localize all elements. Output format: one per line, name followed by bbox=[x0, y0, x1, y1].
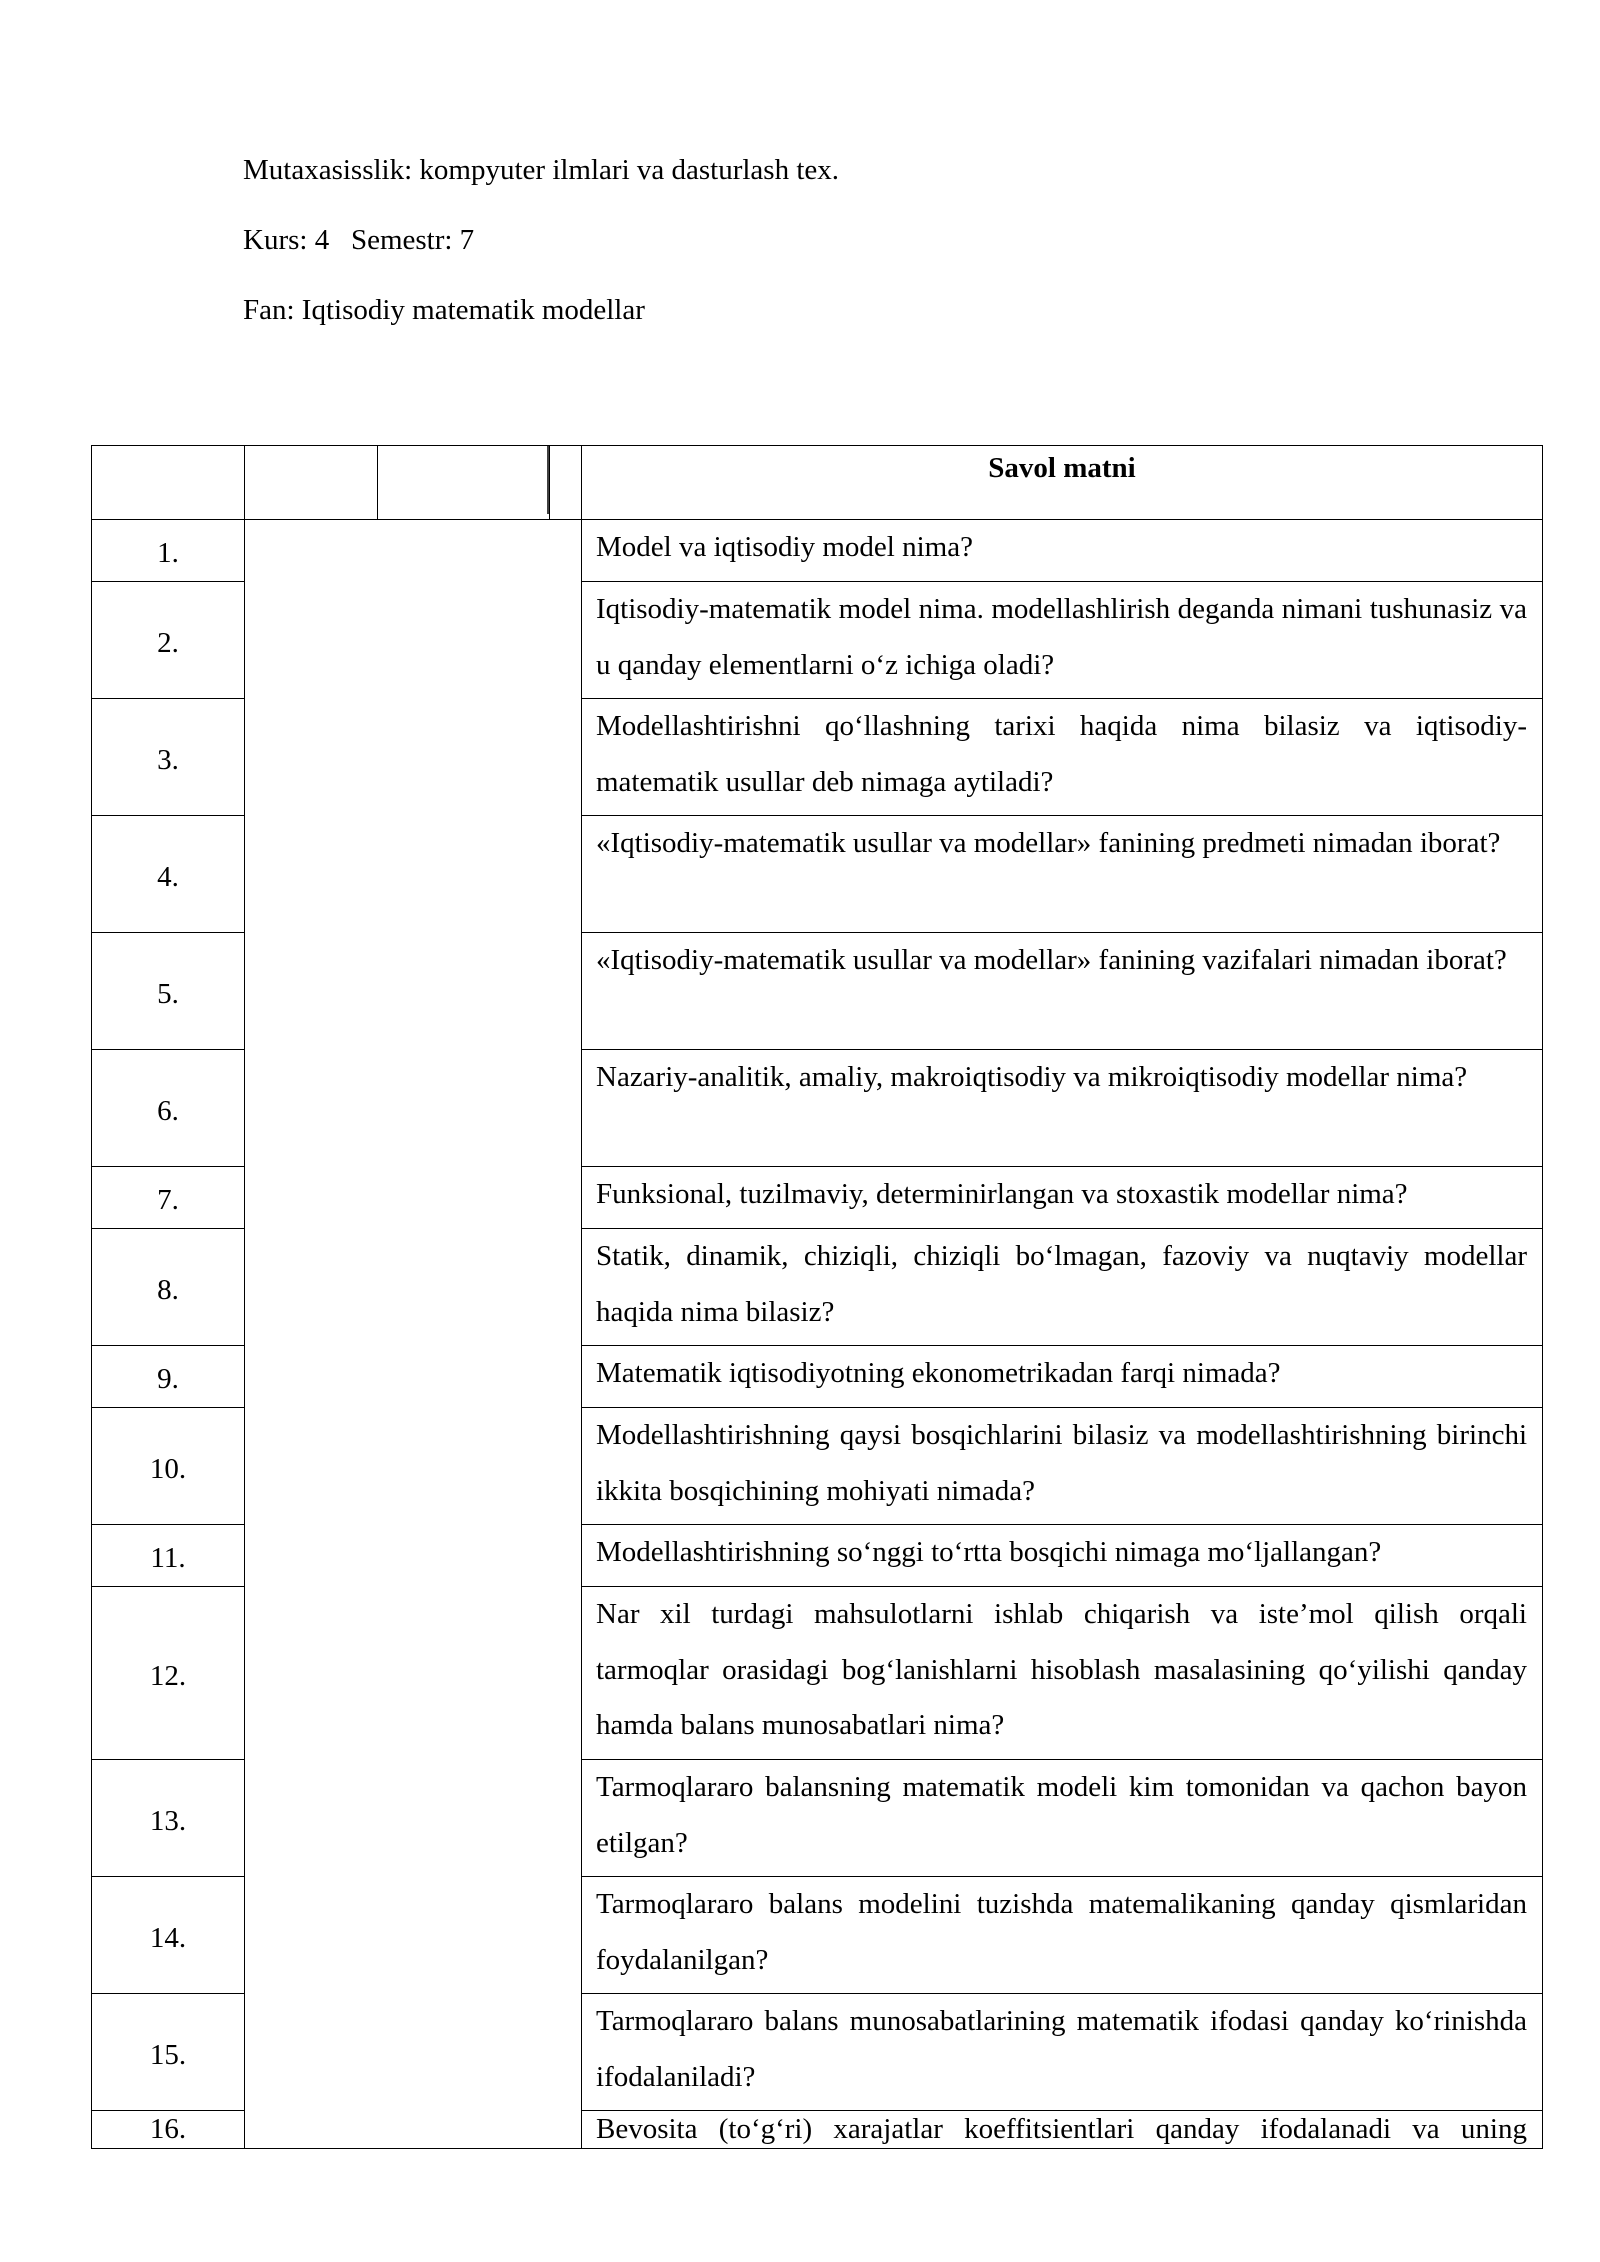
row-number: 1. bbox=[92, 520, 245, 582]
merged-empty-cell bbox=[245, 520, 582, 2149]
question-text: «Iqtisodiy-matematik usullar va modellar» fanining vazifalari nimadan iborat? bbox=[582, 933, 1543, 1050]
row-number: 9. bbox=[92, 1346, 245, 1408]
row-number: 11. bbox=[92, 1525, 245, 1587]
row-number: 3. bbox=[92, 699, 245, 816]
question-text: Nazariy-analitik, amaliy, makroiqtisodiy va mikroiqtisodiy modellar nima? bbox=[582, 1050, 1543, 1167]
specialty-line: Mutaxasisslik: kompyuter ilmlari va dasturlash tex. bbox=[243, 154, 840, 186]
row-number: 14. bbox=[92, 1877, 245, 1994]
question-text: Tarmoqlararo balansning matematik modeli kim tomonidan va qachon bayon etilgan? bbox=[582, 1760, 1543, 1877]
question-text: Tarmoqlararo balans modelini tuzishda matemalikaning qanday qismlaridan foydalanilgan? bbox=[582, 1877, 1543, 1994]
question-text: Iqtisodiy-matematik model nima. modellashlirish deganda nimani tushunasiz va u qanday elementlarni o‘z ichiga oladi? bbox=[582, 582, 1543, 699]
question-text: Matematik iqtisodiyotning ekonometrikadan farqi nimada? bbox=[582, 1346, 1543, 1408]
question-text: Tarmoqlararo balans munosabatlarining matematik ifodasi qanday ko‘rinishda ifodalaniladi? bbox=[582, 1994, 1543, 2111]
questions-table bbox=[91, 445, 1543, 2149]
question-text: Bevosita (to‘g‘ri) xarajatlar koeffitsientlari qanday ifodalanadi va uning bbox=[582, 2111, 1543, 2149]
question-text: Modellashtirishni qo‘llashning tarixi haqida nima bilasiz va iqtisodiy-matematik usullar deb nimaga aytiladi? bbox=[582, 699, 1543, 816]
question-text: Model va iqtisodiy model nima? bbox=[582, 520, 1543, 582]
table-row bbox=[92, 520, 1543, 582]
row-number: 13. bbox=[92, 1760, 245, 1877]
row-number: 4. bbox=[92, 816, 245, 933]
row-number: 8. bbox=[92, 1229, 245, 1346]
subject-line: Fan: Iqtisodiy matematik modellar bbox=[243, 294, 645, 326]
question-text: «Iqtisodiy-matematik usullar va modellar» fanining predmeti nimadan iborat? bbox=[582, 816, 1543, 933]
header-cell-empty bbox=[92, 446, 245, 520]
row-number: 16. bbox=[92, 2111, 245, 2149]
question-text: Modellashtirishning qaysi bosqichlarini bilasiz va modellashtirishning birinchi ikkita bosqichining mohiyati nimada? bbox=[582, 1408, 1543, 1525]
header-cell-empty bbox=[378, 446, 550, 520]
row-number: 5. bbox=[92, 933, 245, 1050]
header-question-text: Savol matni bbox=[582, 446, 1543, 520]
row-number: 15. bbox=[92, 1994, 245, 2111]
row-number: 6. bbox=[92, 1050, 245, 1167]
row-number: 7. bbox=[92, 1167, 245, 1229]
row-number: 10. bbox=[92, 1408, 245, 1525]
question-text: Statik, dinamik, chiziqli, chiziqli bo‘lmagan, fazoviy va nuqtaviy modellar haqida nima bilasiz? bbox=[582, 1229, 1543, 1346]
course-semester-line: Kurs: 4 Semestr: 7 bbox=[243, 224, 475, 256]
question-text: Modellashtirishning so‘nggi to‘rtta bosqichi nimaga mo‘ljallangan? bbox=[582, 1525, 1543, 1587]
question-text: Funksional, tuzilmaviy, determinirlangan va stoxastik modellar nima? bbox=[582, 1167, 1543, 1229]
table-header-row bbox=[92, 446, 1543, 520]
row-number: 12. bbox=[92, 1587, 245, 1760]
question-text: Nar xil turdagi mahsulotlarni ishlab chiqarish va iste’mol qilish orqali tarmoqlar orasidagi bog‘lanishlarni hisoblash masalasining qo‘yilishi qanday hamda balans munosabatlari nima? bbox=[582, 1587, 1543, 1760]
header-cell-empty bbox=[550, 446, 582, 520]
header-cell-empty bbox=[245, 446, 378, 520]
row-number: 2. bbox=[92, 582, 245, 699]
